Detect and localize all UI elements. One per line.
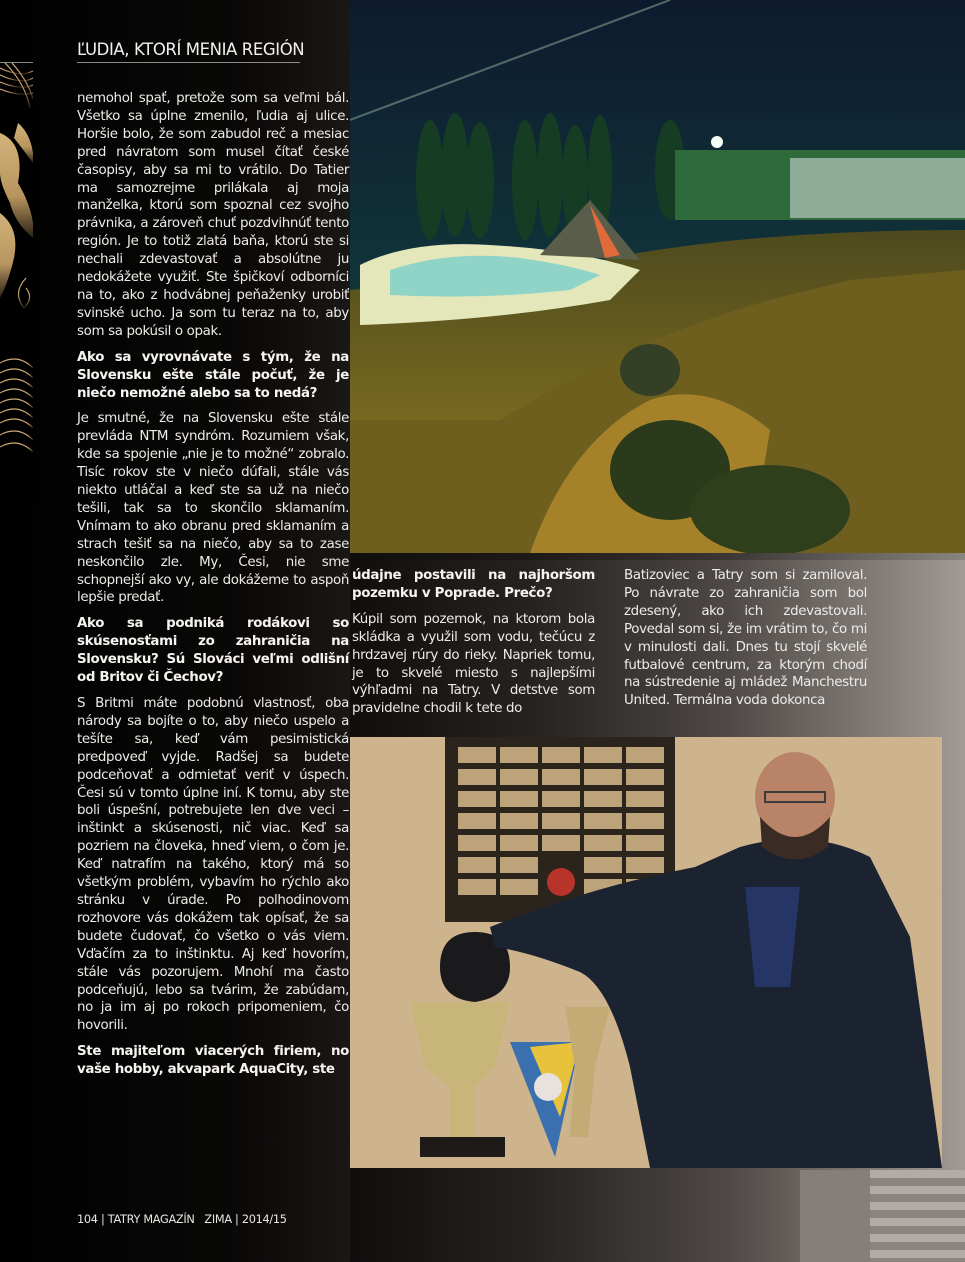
decorative-stripes [870, 1170, 965, 1262]
article-column-1 [77, 90, 349, 1087]
answer-paragraph: S Britmi máte podobnú vlastnosť, oba národy sa bojíte o to, aby niečo uspelo a tešíte sa, keď vám pesimistická predpoveď vyjde. Radšej sa budete podceňovať a odmietať veriť v úspech. Česi sú v tomto úplne iní. K tomu, aby ste boli úspešní, potrebujete len dve veci – inštinkt a skúsenosti, nič viac. Keď sa pozriem na človeka, hneď viem, o čom je. Keď natrafím na takého, ktorý má so všetkým problém, vybavím ho rýchlo ako stránku v úrade. Po polhodinovom rozhovore vás dokážem tak opísať, že sa budete čudovať, čo všetko o vás viem. Vďačím za to inštinktu. Aj keď hovorím, stále vás pozorujem. Mnohí ma často podceňujú, lebo sa tvárim, že zabúdam, no ja im aj po rokoch pripomeniem, čo hovorili. [77, 696, 349, 1034]
header-rule-left [0, 62, 33, 63]
section-title: ĽUDIA, KTORÍ MENIA REGIÓN [77, 40, 300, 63]
interview-question: Ako sa podniká rodákovi so skúsenosťami zo zahraničia na Slovensku? Sú Slováci veľmi odlišní od Britov či Čechov? [77, 616, 349, 686]
interview-question: Ste majiteľom viacerých firiem, no vaše hobby, akvapark AquaCity, ste [77, 1044, 349, 1078]
gold-ornament-decoration [0, 63, 33, 503]
portrait-photo [350, 737, 942, 1168]
interview-question: Ako sa vyrovnávate s tým, že na Slovensku ešte stále počuť, že je niečo nemožné alebo sa to nedá? [77, 349, 349, 401]
aquapark-night-photo [350, 0, 965, 553]
answer-paragraph: Kúpil som pozemok, na ktorom bola skládka a využil som vodu, tečúcu z hrdzavej rúry do rieky. Napriek tomu, je to skvelé miesto s najlepšími výhľadmi na Tatry. V detstve som pravidelne chodil k tete do [352, 611, 595, 717]
page-folio: 104 | TATRY MAGAZÍN ZIMA | 2014/15 [77, 1213, 287, 1226]
answer-paragraph: Batizoviec a Tatry som si zamiloval. Po návrate zo zahraničia som bol zdesený, ako ich zdevastovali. Povedal som si, že im vrátim to, čo mi v minulosti dali. Dnes tu stojí skvelé futbalové centrum, za ktorým chodí na sústredenie aj mládež Manchestru United. Termálna voda dokonca [624, 568, 867, 709]
answer-paragraph: Je smutné, že na Slovensku ešte stále prevláda NTM syndróm. Rozumiem však, kde sa spojenie „nie je to možné“ zobralo. Tisíc rokov ste v niečo dúfali, stále vás niekto utláčal a keď ste sa už na niečo tešili, tak sa to skončilo sklamaním. Vnímam to ako obranu pred sklamaním a strach tešiť sa na niečo, aby sa to zase neskončilo zle. My, Česi, nie sme schopnejší ako vy, ale dokážeme to aspoň lepšie predať. [77, 411, 349, 606]
article-column-2 [352, 567, 595, 726]
decorative-block [800, 1170, 870, 1262]
answer-paragraph: nemohol spať, pretože som sa veľmi bál. Všetko sa úplne zmenilo, ľudia aj ulice. Horšie bolo, že som zabudol reč a mesiac pred návratom som musel čítať české časopisy, aby sa mi to vrátilo. Do Tatier ma samozrejme prilákala aj moja manželka, ktorú som spoznal cez svojho právnika, a zároveň chuť pozdvihnúť tento región. Je to totiž zlatá baňa, ktorú ste si nechali zdevastovať a absolútne ju nedokážete využiť. Ste špičkoví odborníci na to, ako z hodvábnej peňaženky urobiť svinské ucho. Ja som tu teraz na to, aby som sa pokúsil o opak. [77, 91, 349, 339]
article-column-3 [624, 567, 867, 718]
interview-question: údajne postavili na najhoršom pozemku v Poprade. Prečo? [352, 568, 595, 601]
